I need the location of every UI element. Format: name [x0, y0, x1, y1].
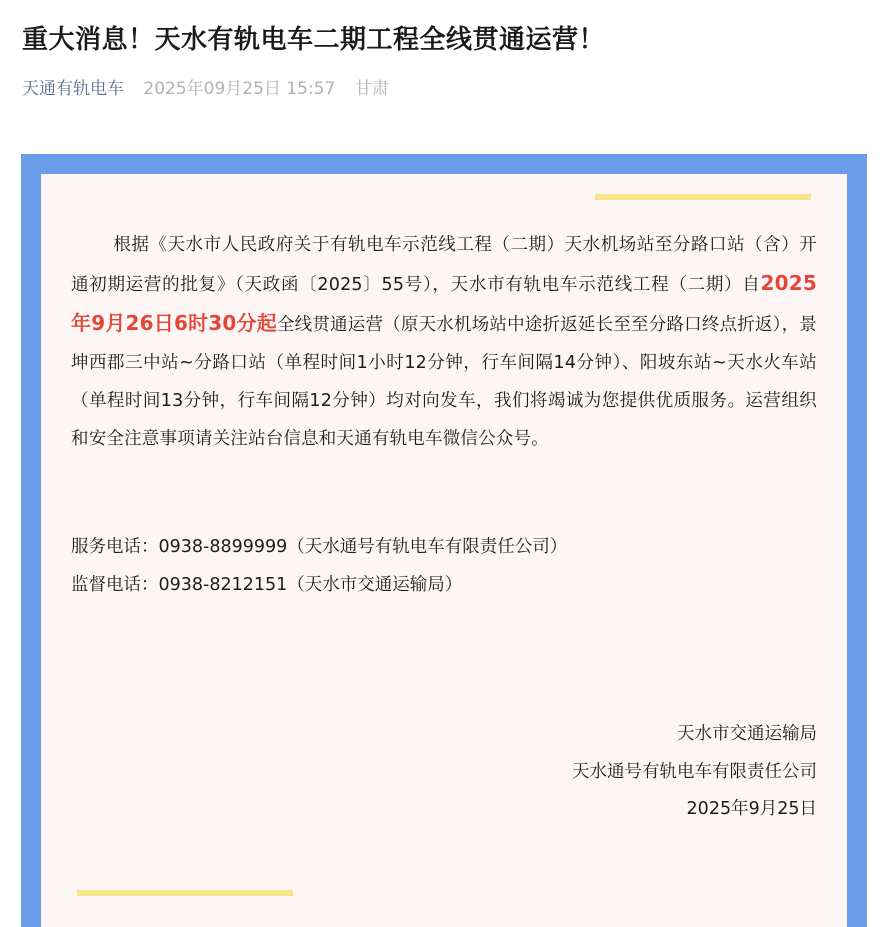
signer-transport-bureau: 天水市交通运输局	[677, 724, 817, 744]
signer-tram-company: 天水通号有轨电车有限责任公司	[572, 762, 817, 782]
account-name-link[interactable]: 天通有轨电车	[22, 79, 124, 99]
article-meta	[22, 76, 389, 102]
notice-body-before: 根据《天水市人民政府关于有轨电车示范线工程（二期）天水机场站至分路口站（含）开通初期运营的批复》（天政函〔2025〕55号），天水市有轨电车示范线工程（二期）自	[71, 235, 817, 295]
service-phone: 服务电话：0938-8899999（天水通号有轨电车有限责任公司）	[71, 537, 568, 557]
notice-highlight-date: 2025年9月26日6时30分起	[71, 271, 817, 335]
publish-region: 甘肃	[354, 79, 389, 99]
notice-image-frame[interactable]	[21, 154, 867, 927]
notice-body-after: 全线贯通运营（原天水机场站中途折返延长至至分路口终点折返），景坤西郡三中站~分路口站（单程时间1小时12分钟，行车间隔14分钟）、阳坡东站~天水火车站（单程时间13分钟，行车间隔12分钟）均对向发车，我们将竭诚为您提供优质服务。运营组织和安全注意事项请关注站台信息和天通有轨电车微信公众号。	[71, 315, 817, 449]
notice-paper	[41, 174, 847, 927]
supervision-phone: 监督电话：0938-8212151（天水市交通运输局）	[71, 575, 463, 595]
notice-body	[71, 226, 817, 458]
publish-time: 2025年09月25日 15:57	[143, 79, 336, 99]
decorative-bar-top	[595, 194, 811, 200]
notice-date: 2025年9月25日	[686, 799, 817, 819]
decorative-bar-bottom	[77, 890, 293, 896]
article-title: 重大消息！天水有轨电车二期工程全线贯通运营！	[22, 25, 606, 55]
